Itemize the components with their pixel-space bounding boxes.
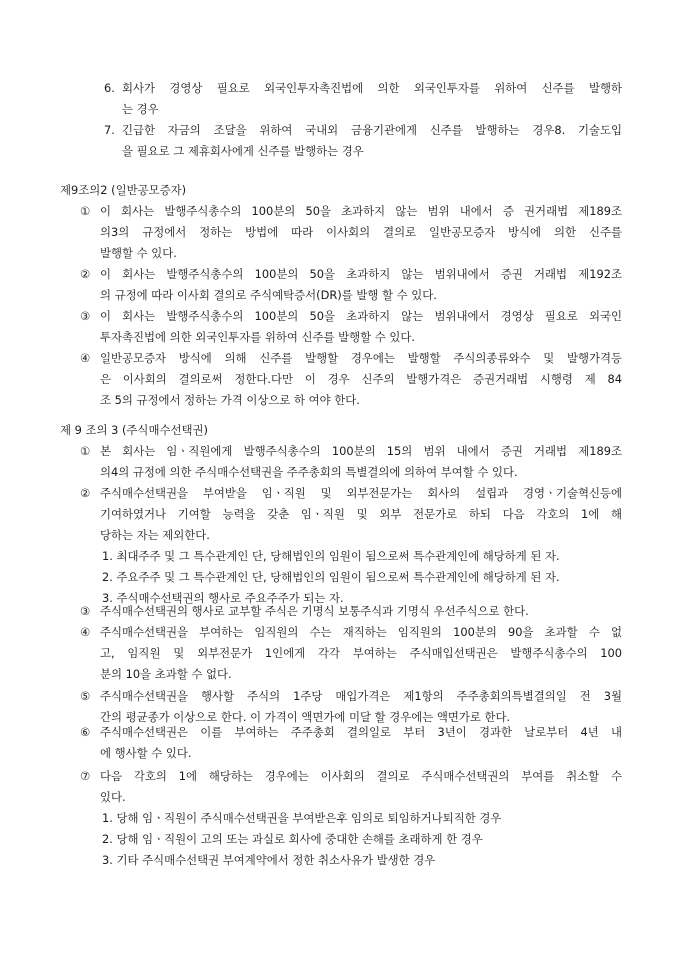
section-heading: 제 9 조의 3 (주식매수선택권) [60,423,208,437]
text-line: 본 회사는 임ㆍ직원에게 발행주식총수의 100분의 15의 범위 내에서 증권 거래법 제189조 [100,444,622,458]
text-line: 주식매수선택권을 행사할 주식의 1주당 매입가격은 제1항의 주주총회의특별결의일 전 3월 [100,689,622,703]
text-line: 간의 평균종가 이상으로 한다. 이 가격이 액면가에 미달 할 경우에는 액면가로 한다. [100,710,511,724]
clause-text [100,306,622,348]
text-line: 의 규정에 따라 이사회 결의로 주식예탁증서(DR)를 발행 할 수 있다. [100,288,437,302]
text-line: 주식매수선택권을 부여하는 임직원의 수는 재직하는 임직원의 100분의 90을 초과할 수 없 [100,625,622,639]
clause-marker: ⑥ [80,725,91,739]
clause-text [100,264,622,306]
top-item-6-text [122,78,622,120]
clause-text [100,601,622,622]
text-line: 는 경우 [122,102,159,116]
sub-item: 1. 당해 임ㆍ직원이 주식매수선택권을 부여받은후 임의로 퇴임하거나퇴직한 경우 [102,811,502,825]
text-line: 일반공모증자 방식에 의해 신주를 발행할 경우에는 발행할 주식의종류와수 및 발행가격등 [100,351,622,365]
text-line: 있다. [100,790,126,804]
clause-text [100,201,622,264]
sub-item: 2. 주요주주 및 그 특수관계인 단, 당해법인의 임원이 됨으로써 특수관계인에 해당하게 된 자. [102,570,560,584]
text-line: 이 회사는 발행주식총수의 100분의 50을 초과하지 않는 범위내에서 경영상 필요로 외국인 [100,309,622,323]
text-line: 기여하였거나 기여할 능력을 갖춘 임ㆍ직원 및 외부 전문가로 하되 다음 각호의 1에 해 [100,507,622,521]
text-line: 주식매수선택권의 행사로 교부할 주식은 기명식 보통주식과 기명식 우선주식으로 한다. [100,604,529,618]
sub-item: 3. 기타 주식매수선택권 부여계약에서 정한 취소사유가 발생한 경우 [102,853,436,867]
text-line: 을 필요로 그 제휴회사에게 신주를 발행하는 경우 [122,144,364,158]
sub-item: 3. 주식매수선택권의 행사로 주요주주가 되는 자. [102,591,344,605]
clause-text [100,483,622,609]
text-line: 의3의 규정에서 정하는 방법에 따라 이사회의 결의로 일반공모증자 방식에 의한 신주를 [100,225,622,239]
text-line: 이 회사는 발행주식총수의 100분의 50을 초과하지 않는 범위내에서 증권 거래법 제192조 [100,267,622,281]
text-line: 의4의 규정에 의한 주식매수선택권을 주주총회의 특별결의에 의하여 부여할 수 있다. [100,465,518,479]
clause-text [100,441,622,483]
section-heading: 제9조의2 (일반공모증자) [60,183,187,197]
clause-marker: ① [80,204,91,218]
clause-marker: ① [80,444,91,458]
top-item-7-text [122,120,622,162]
clause-marker: ⑦ [80,769,91,783]
clause-marker: ② [80,267,91,281]
clause-marker: ③ [80,604,91,618]
sub-item: 1. 최대주주 및 그 특수관계인 단, 당해법인의 임원이 됨으로써 특수관계인에 해당하게 된 자. [102,549,560,563]
clause-text [100,722,622,764]
text-line: 은 이사회의 결의로써 정한다.다만 이 경우 신주의 발행가격은 증권거래법 시행령 제 84 [100,372,622,386]
clause-marker: ④ [80,351,91,365]
item-number: 6. [104,81,115,95]
text-line: 조 5의 규정에서 정하는 가격 이상으로 하 여야 한다. [100,393,360,407]
clause-marker: ④ [80,625,91,639]
clause-marker: ⑤ [80,689,91,703]
text-line: 회사가 경영상 필요로 외국인투자촉진법에 의한 외국인투자를 위하여 신주를 발행하 [122,81,622,95]
clause-marker: ② [80,486,91,500]
text-line: 당하는 자는 제외한다. [100,528,210,542]
text-line: 이 회사는 발행주식총수의 100분의 50을 초과하지 않는 범위 내에서 증 권거래법 제189조 [100,204,622,218]
text-line: 분의 10을 초과할 수 없다. [100,667,232,681]
item-number: 7. [104,123,115,137]
top-item-6 [104,78,115,99]
clause-marker: ③ [80,309,91,323]
text-line: 에 행사할 수 있다. [100,746,192,760]
text-line: 고, 임직원 및 외부전문가 1인에게 각각 부여하는 주식매입선택권은 발행주식총수의 100 [100,646,622,660]
text-line: 주식매수선택권을 부여받을 임ㆍ직원 및 외부전문가는 회사의 설립과 경영ㆍ기술혁신등에 [100,486,622,500]
clause-text [100,348,622,411]
text-line: 투자촉진법에 의한 외국인투자를 위하여 신주를 발행할 수 있다. [100,330,416,344]
clause-text [100,622,622,685]
clause-text [100,766,622,871]
top-item-7 [104,120,115,141]
text-line: 주식매수선택권은 이를 부여하는 주주총회 결의일로 부터 3년이 경과한 날로부터 4년 내 [100,725,622,739]
text-line: 다음 각호의 1에 해당하는 경우에는 이사회의 결의로 주식매수선택권의 부여를 취소할 수 [100,769,622,783]
text-line: 긴급한 자금의 조달을 위하여 국내외 금융기관에게 신주를 발행하는 경우8. 기술도입 [122,123,622,137]
sub-item: 2. 당해 임ㆍ직원이 고의 또는 과실로 회사에 중대한 손해를 초래하게 한 경우 [102,832,483,846]
text-line: 발행할 수 있다. [100,246,177,260]
